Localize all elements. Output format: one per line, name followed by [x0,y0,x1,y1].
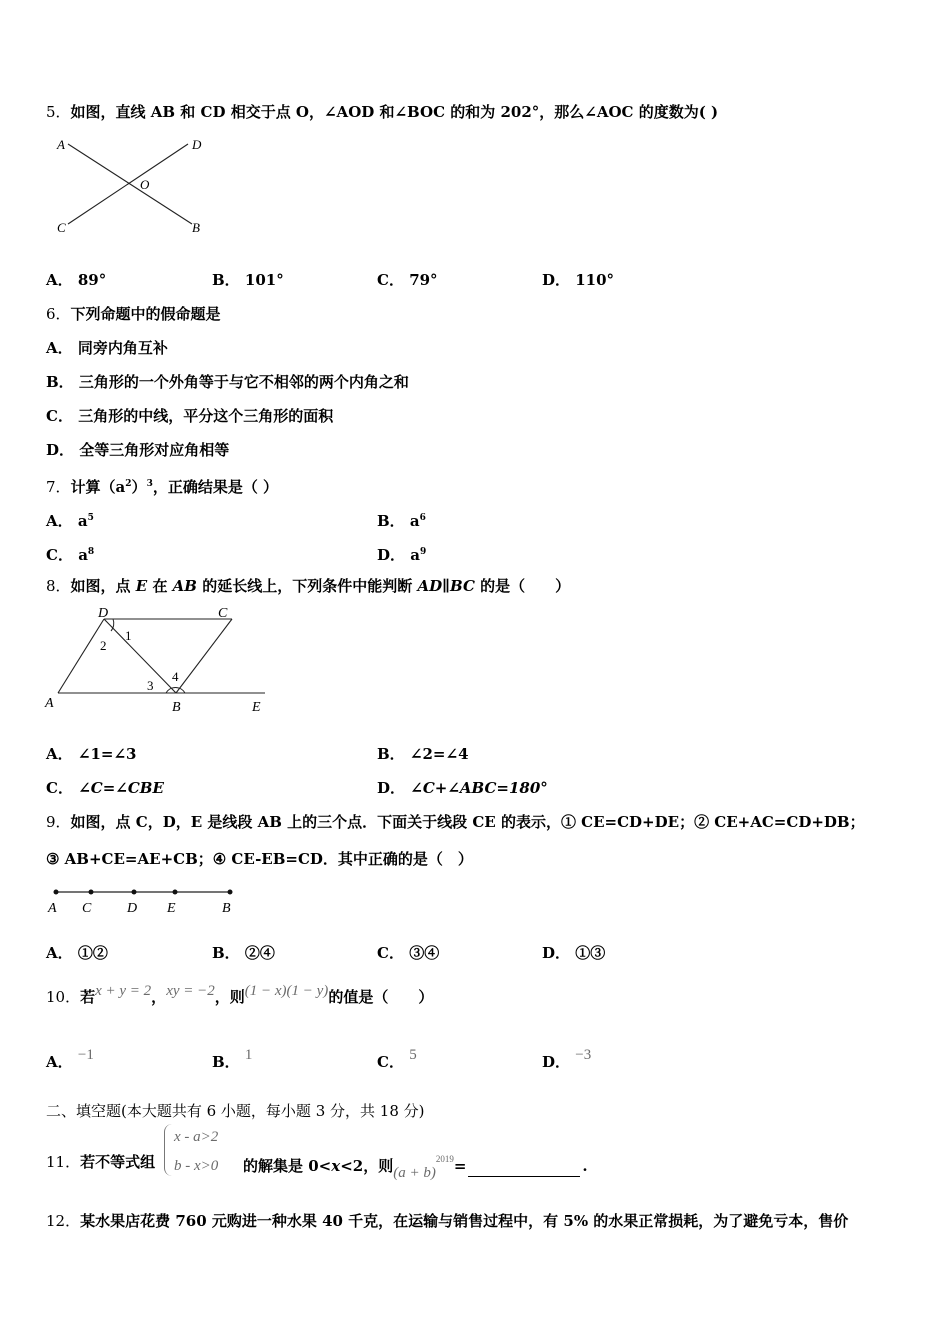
point-e [173,890,178,895]
q11-system-brace [164,1124,173,1176]
point-c [89,890,94,895]
q9-label-b: B [222,901,231,916]
q6-number: 6． [46,305,71,323]
q9-option-a[interactable] [46,943,108,963]
option-text: 79° [409,271,438,289]
option-label: B． [212,271,240,289]
point-d [132,890,137,895]
option-text: ③④ [409,944,440,962]
option-label: B． [46,373,74,391]
q8-label-1: 1 [125,628,132,643]
option-label: D． [377,779,406,797]
option-label: A． [46,512,73,530]
q7-sup1: 2 [125,479,132,489]
option-label: D． [46,441,75,459]
option-text: −3 [575,1047,592,1063]
q11-period: . [582,1157,588,1175]
q11-var-x: x [331,1157,341,1175]
q10-stem [46,983,434,1008]
q5-label-o: O [140,177,150,192]
option-label: C． [377,1053,404,1071]
option-text: 三角形的中线，平分这个三角形的面积 [78,407,334,425]
option-label: A． [46,339,73,357]
q10-text: 的值是（ ） [328,988,434,1006]
option-base: a [409,512,420,530]
q9-text-line1: 如图，点 C，D，E 是线段 AB 上的三个点．下面关于线段 CE 的表示，① CE=CD+DE；② CE+AC=CD+DB； [70,813,865,831]
q5-figure [50,132,210,240]
option-base: a [410,546,420,564]
option-label: D． [542,271,571,289]
q8-option-a[interactable] [46,744,136,764]
option-text: 89° [77,271,107,289]
q8-text: 的延长线上，下列条件中能判断 [197,577,418,595]
q7-option-d[interactable] [377,542,426,565]
q8-condition: AD∥BC [417,577,475,595]
q6-stem [46,304,221,324]
option-text: −1 [77,1047,94,1063]
q11-ineq1-text: x - a>2 [174,1129,219,1145]
q8-label-a: A [45,696,54,711]
q8-text: 的是（ ） [474,577,571,595]
option-label: C． [46,546,73,564]
q7-sup2: 3 [146,479,153,489]
q7-option-c[interactable] [46,542,94,565]
q6-option-c[interactable] [46,406,333,426]
q6-text: 下列命题中的假命题是 [70,305,221,323]
option-text: ∠2=∠4 [409,745,469,763]
q5-stem [46,102,718,122]
q9-stem-line1 [46,812,865,832]
option-label: B． [377,512,405,530]
q12-text: 某水果店花费 760 元购进一种水果 40 千克，在运输与销售过程中，有 5% 的水果正常损耗，为了避免亏本，售价 [80,1212,849,1230]
q11-inequality-2 [174,1155,218,1176]
q8-number: 8． [46,577,71,595]
q7-option-a[interactable] [46,508,94,531]
q6-option-a[interactable] [46,338,168,358]
q8-label-3: 3 [147,678,154,693]
q9-label-a: A [48,901,57,916]
option-label: D． [377,546,406,564]
q10-math-2: xy = −2 [166,983,215,999]
q5-label-c: C [57,220,66,235]
q9-option-c[interactable] [377,943,439,963]
q9-number: 9． [46,813,71,831]
q6-option-d[interactable] [46,440,229,460]
line-db [104,619,176,693]
q11-equals: = [453,1157,467,1175]
q8-label-d: D [98,606,109,621]
q10-text: ，则 [214,988,245,1006]
q8-text: 在 [147,577,173,595]
q8-option-d[interactable] [377,778,548,798]
q9-option-d[interactable] [542,943,605,963]
option-text: 全等三角形对应角相等 [79,441,230,459]
q5-label-b: B [192,220,200,235]
option-label: C． [46,407,73,425]
q8-segment-ab: AB [172,577,197,595]
line-ad [58,619,104,693]
q5-option-b[interactable] [212,270,284,290]
option-label: B． [377,745,405,763]
option-text: ①② [77,944,108,962]
q8-point-e: E [135,577,148,595]
section-2-title: 二、填空题(本大题共有 6 小题，每小题 3 分，共 18 分) [46,1102,425,1120]
q7-option-b[interactable] [377,508,426,531]
q7-text-before: 计算（a [70,478,126,496]
option-exp: 5 [87,513,94,523]
option-base: a [78,546,88,564]
q5-option-a[interactable] [46,270,106,290]
option-label: A． [46,745,73,763]
q9-stem-line2: ③ AB+CE=AE+CB；④ CE-EB=CD．其中正确的是（ ） [46,850,473,868]
q10-math-3: (1 − x)(1 − y) [244,983,329,999]
option-text: ∠C=∠CBE [78,779,164,797]
option-label: C． [377,271,404,289]
q12-number: 12． [46,1212,81,1230]
option-text: 1 [244,1047,253,1063]
option-label: D． [542,944,571,962]
q12-stem [46,1211,848,1231]
q9-figure [44,882,244,916]
q8-stem [46,576,570,596]
q11-answer-blank[interactable] [468,1176,580,1177]
q8-figure [40,604,270,716]
option-label: C． [377,944,404,962]
q5-number: 5． [46,103,71,121]
q11-stem-suffix [243,1152,588,1181]
q7-text-mid: ） [131,478,147,496]
q5-label-d: D [192,137,202,152]
q8-option-b[interactable] [377,744,469,764]
q6-option-b[interactable] [46,372,409,392]
option-exp: 9 [419,547,427,557]
q10-option-a[interactable] [46,1047,94,1073]
q9-label-c: C [82,901,92,916]
option-label: D． [542,1053,571,1071]
option-label: A． [46,1053,73,1071]
option-text: 101° [244,271,284,289]
q7-stem [46,474,278,497]
q10-option-b[interactable] [212,1047,253,1073]
option-exp: 8 [87,547,95,557]
option-label: B． [212,1053,240,1071]
q10-option-c[interactable] [377,1047,417,1073]
q8-label-2: 2 [100,638,107,653]
q8-option-c[interactable] [46,778,164,798]
q8-label-e: E [252,700,261,715]
q11-number: 11． [46,1153,81,1171]
q10-option-d[interactable] [542,1047,592,1073]
q5-text: 如图，直线 AB 和 CD 相交于点 O，∠AOD 和∠BOC 的和为 202°，那么∠AOC 的度数为( ) [70,103,719,121]
option-label: B． [212,944,240,962]
q5-option-d[interactable] [542,270,614,290]
q11-stem-prefix [46,1152,155,1172]
option-base: a [77,512,88,530]
q7-number: 7． [46,478,71,496]
q11-text: <2，则 [340,1157,394,1175]
option-text: 5 [409,1047,417,1063]
q5-label-a: A [57,137,65,152]
q10-text: 若 [80,988,96,1006]
q8-text: 如图，点 [70,577,136,595]
q11-expr: (a + b) [393,1165,436,1181]
q11-ineq2-text: b - x>0 [174,1158,219,1174]
line-cb [176,619,232,693]
q11-exponent: 2019 [435,1154,454,1164]
q11-text: 若不等式组 [80,1153,156,1171]
option-text: ∠1=∠3 [77,745,137,763]
option-exp: 6 [419,513,426,523]
q9-label-d: D [127,901,138,916]
q10-math-1: x + y = 2 [95,983,152,999]
q8-label-4: 4 [172,669,179,684]
q7-text-after: ，正确结果是（ ） [152,478,279,496]
option-label: A． [46,944,73,962]
q9-label-e: E [167,901,176,916]
q10-number: 10． [46,988,81,1006]
q8-label-b: B [172,700,181,715]
q10-text: ， [151,988,167,1006]
option-text: ∠C+∠ABC=180° [410,779,548,797]
q5-option-c[interactable] [377,270,438,290]
point-b [228,890,233,895]
option-label: A． [46,271,73,289]
option-text: 同旁内角互补 [77,339,168,357]
option-text: ①③ [575,944,606,962]
q11-text: 的解集是 0< [243,1157,332,1175]
q11-inequality-1 [174,1126,218,1147]
q9-option-b[interactable] [212,943,275,963]
option-text: ②④ [244,944,275,962]
q8-label-c: C [218,606,228,621]
option-text: 三角形的一个外角等于与它不相邻的两个内角之和 [78,373,409,391]
option-text: 110° [575,271,615,289]
point-a [54,890,59,895]
option-label: C． [46,779,73,797]
